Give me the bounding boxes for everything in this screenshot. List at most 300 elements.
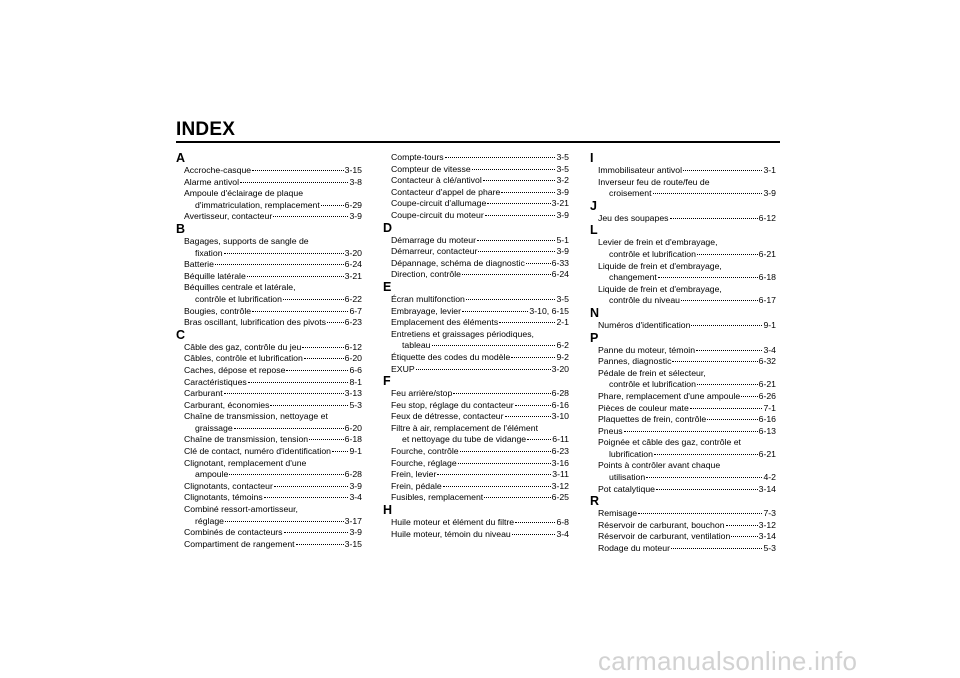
entry-text: Combiné ressort-amortisseur, xyxy=(184,504,298,515)
entry-line xyxy=(590,437,776,449)
entry-line xyxy=(176,365,362,377)
index-entry xyxy=(590,213,776,225)
entry-text: Démarreur, contacteur xyxy=(391,246,478,257)
entry-text: tableau xyxy=(402,340,431,351)
dot-leader xyxy=(225,521,344,522)
entry-text: Huile moteur, témoin du niveau xyxy=(391,528,511,539)
entry-line xyxy=(176,492,362,504)
index-entry xyxy=(590,345,776,357)
dot-leader xyxy=(696,350,762,351)
index-entry xyxy=(176,259,362,271)
dot-leader xyxy=(240,182,348,183)
index-entry xyxy=(176,400,362,412)
entry-line xyxy=(590,165,776,177)
entry-text: contrôle et lubrification xyxy=(195,293,282,304)
page-number: 3-12 xyxy=(551,480,569,491)
entry-line xyxy=(590,379,776,391)
index-entry xyxy=(176,342,362,354)
dot-leader xyxy=(707,419,757,420)
index-entry xyxy=(176,236,362,259)
entry-line xyxy=(383,434,569,446)
entry-line xyxy=(176,388,362,400)
entry-line xyxy=(383,400,569,412)
entry-text: Écran multifonction xyxy=(391,293,465,304)
section-letter: A xyxy=(176,151,186,165)
index-entry xyxy=(383,411,569,423)
section-letter: I xyxy=(590,151,594,165)
entry-text: Avertisseur, contacteur xyxy=(184,211,273,222)
entry-line xyxy=(590,460,776,472)
entry-text: Embrayage, levier xyxy=(391,305,462,316)
dot-leader xyxy=(487,203,550,204)
page-number: 6-28 xyxy=(344,469,362,480)
entry-line xyxy=(176,282,362,294)
entry-line xyxy=(383,411,569,423)
index-entry xyxy=(383,187,569,199)
section-letter: H xyxy=(383,503,393,518)
page-number: 3-4 xyxy=(556,528,569,539)
index-entry xyxy=(383,164,569,176)
index-column-1 xyxy=(176,152,362,550)
dot-leader xyxy=(304,358,344,359)
dot-leader xyxy=(515,405,551,406)
entry-text: Panne du moteur, témoin xyxy=(598,344,696,355)
entry-text: Points à contrôler avant chaque xyxy=(598,460,721,471)
page-number: 6-18 xyxy=(758,272,776,283)
index-entry xyxy=(176,411,362,434)
page-number: 7-1 xyxy=(763,402,776,413)
page-number: 6-13 xyxy=(758,425,776,436)
page-number: 5-3 xyxy=(763,543,776,554)
entry-line xyxy=(383,198,569,210)
index-entry xyxy=(383,317,569,329)
entry-line xyxy=(590,391,776,403)
entry-line xyxy=(590,284,776,296)
entry-line xyxy=(590,414,776,426)
entry-line xyxy=(383,423,569,435)
index-entry xyxy=(383,198,569,210)
page-number: 3-17 xyxy=(344,515,362,526)
section-letter: E xyxy=(383,279,392,294)
page-number: 6-20 xyxy=(344,422,362,433)
entry-text: ampoule xyxy=(195,469,229,480)
entry-text: et nettoyage du tube de vidange xyxy=(402,434,527,445)
dot-leader xyxy=(302,347,343,348)
dot-leader xyxy=(273,216,348,217)
entry-text: Liquide de frein et d'embrayage, xyxy=(598,283,722,294)
entry-text: Direction, contrôle xyxy=(391,269,462,280)
page-number: 6-26 xyxy=(758,390,776,401)
page-number: 6-23 xyxy=(344,317,362,328)
entry-text: Jeu des soupapes xyxy=(598,212,669,223)
entry-text: EXUP xyxy=(391,363,415,374)
index-entry xyxy=(590,177,776,200)
dot-leader xyxy=(458,463,551,464)
entry-text: Dépannage, schéma de diagnostic xyxy=(391,257,525,268)
index-entry xyxy=(383,481,569,493)
dot-leader xyxy=(327,322,344,323)
section-letter: N xyxy=(590,305,600,320)
page-number: 6-8 xyxy=(556,517,569,528)
entry-line xyxy=(176,236,362,248)
entry-line xyxy=(176,527,362,539)
page-number: 6-23 xyxy=(551,446,569,457)
entry-line xyxy=(176,165,362,177)
dot-leader xyxy=(485,215,556,216)
index-entry xyxy=(590,437,776,460)
page-number: 3-9 xyxy=(349,527,362,538)
entry-line xyxy=(176,446,362,458)
dot-leader xyxy=(215,264,344,265)
index-entry xyxy=(590,165,776,177)
page-number: 3-9 xyxy=(556,186,569,197)
index-entry xyxy=(176,188,362,211)
page-number: 3-5 xyxy=(556,293,569,304)
entry-text: contrôle et lubrification xyxy=(609,379,696,390)
entry-text: réglage xyxy=(195,515,224,526)
entry-text: Chaîne de transmission, tension xyxy=(184,434,309,445)
dot-leader xyxy=(443,486,551,487)
page-title: INDEX xyxy=(176,119,236,140)
entry-line xyxy=(176,248,362,260)
entry-text: utilisation xyxy=(609,472,646,483)
page-number: 6-33 xyxy=(551,257,569,268)
page-number: 6-24 xyxy=(551,269,569,280)
entry-text: Compteur de vitesse xyxy=(391,163,471,174)
page-number: 6-11 xyxy=(552,434,569,445)
dot-leader xyxy=(248,382,349,383)
dot-leader xyxy=(658,277,758,278)
page-number: 6-22 xyxy=(344,293,362,304)
page-number: 3-10 xyxy=(551,411,569,422)
entry-line xyxy=(176,458,362,470)
index-entry xyxy=(176,458,362,481)
dot-leader xyxy=(726,525,758,526)
index-entry xyxy=(176,481,362,493)
dot-leader xyxy=(478,251,555,252)
entry-text: Frein, pédale xyxy=(391,480,442,491)
entry-text: Accroche-casque xyxy=(184,165,252,175)
index-entry xyxy=(383,210,569,222)
dot-leader xyxy=(505,416,551,417)
dot-leader xyxy=(332,451,348,452)
entry-line xyxy=(176,469,362,481)
page-number: 6-12 xyxy=(758,212,776,223)
index-entry xyxy=(176,377,362,389)
entry-line xyxy=(590,345,776,357)
entry-line xyxy=(590,213,776,225)
page-number: 3-13 xyxy=(344,388,362,399)
entry-text: contrôle du niveau xyxy=(609,295,680,306)
dot-leader xyxy=(234,428,344,429)
page-number: 3-21 xyxy=(344,270,362,281)
dot-leader xyxy=(432,345,556,346)
entry-line xyxy=(383,294,569,306)
page-number: 6-12 xyxy=(344,341,362,352)
entry-line xyxy=(383,258,569,270)
entry-text: Bagages, supports de sangle de xyxy=(184,235,309,246)
entry-text: Réservoir de carburant, bouchon xyxy=(598,519,725,530)
entry-text: Caractéristiques xyxy=(184,376,247,387)
entry-line xyxy=(590,237,776,249)
entry-text: Contacteur à clé/antivol xyxy=(391,175,482,186)
entry-text: Levier de frein et d'embrayage, xyxy=(598,237,718,248)
dot-leader xyxy=(512,534,556,535)
entry-text: Alarme antivol xyxy=(184,176,240,187)
index-entry xyxy=(383,469,569,481)
section-letter: L xyxy=(590,223,598,238)
page-number: 3-16 xyxy=(551,457,569,468)
index-entry xyxy=(383,423,569,446)
page-number: 3-9 xyxy=(556,246,569,257)
entry-line xyxy=(176,377,362,389)
dot-leader xyxy=(437,474,551,475)
entry-line xyxy=(590,368,776,380)
index-entry xyxy=(176,527,362,539)
entry-text: lubrification xyxy=(609,448,653,459)
entry-text: Carburant xyxy=(184,388,223,399)
index-entry xyxy=(383,388,569,400)
entry-line xyxy=(383,469,569,481)
entry-text: Feu arrière/stop xyxy=(391,388,453,399)
entry-line xyxy=(590,484,776,496)
page-number: 9-1 xyxy=(349,446,362,457)
index-entry xyxy=(383,492,569,504)
page-number: 6-6 xyxy=(349,364,362,375)
page-number: 3-2 xyxy=(556,175,569,186)
index-entry xyxy=(590,403,776,415)
dot-leader xyxy=(224,393,344,394)
entry-line xyxy=(176,481,362,493)
index-entry xyxy=(590,356,776,368)
entry-line xyxy=(176,434,362,446)
entry-line xyxy=(383,329,569,341)
dot-leader xyxy=(697,384,758,385)
dot-leader xyxy=(284,532,349,533)
entry-text: Liquide de frein et d'embrayage, xyxy=(598,260,722,271)
page-number: 3-10, 6-15 xyxy=(529,305,569,316)
entry-text: Numéros d'identification xyxy=(598,319,691,330)
entry-line xyxy=(383,340,569,352)
entry-line xyxy=(383,210,569,222)
entry-line xyxy=(590,403,776,415)
entry-text: Huile moteur et élément du filtre xyxy=(391,517,515,528)
entry-text: Filtre à air, remplacement de l'élément xyxy=(391,422,538,433)
page-number: 6-24 xyxy=(344,259,362,270)
page-number: 2-1 xyxy=(556,317,569,328)
dot-leader xyxy=(229,474,343,475)
entry-line xyxy=(383,529,569,541)
entry-text: Câble des gaz, contrôle du jeu xyxy=(184,341,302,352)
entry-text: Poignée et câble des gaz, contrôle et xyxy=(598,437,741,448)
entry-line xyxy=(383,517,569,529)
index-entry xyxy=(383,352,569,364)
dot-leader xyxy=(653,193,763,194)
dot-leader xyxy=(283,299,344,300)
index-entry xyxy=(590,543,776,555)
dot-leader xyxy=(462,311,528,312)
index-entry xyxy=(383,175,569,187)
entry-text: Immobilisateur antivol xyxy=(598,165,683,175)
index-entry xyxy=(590,531,776,543)
page-number: 3-4 xyxy=(349,492,362,503)
entry-line xyxy=(176,306,362,318)
page-number: 3-1 xyxy=(763,165,776,175)
entry-line xyxy=(176,294,362,306)
entry-text: Plaquettes de frein, contrôle xyxy=(598,414,707,425)
entry-line xyxy=(590,249,776,261)
entry-line xyxy=(383,446,569,458)
page-number: 3-14 xyxy=(758,531,776,542)
page-number: 7-3 xyxy=(763,508,776,519)
dot-leader xyxy=(681,300,758,301)
dot-leader xyxy=(296,544,344,545)
entry-text: Remisage xyxy=(598,508,638,519)
entry-line xyxy=(383,388,569,400)
entry-text: Carburant, économies xyxy=(184,399,270,410)
dot-leader xyxy=(671,548,762,549)
index-entry xyxy=(590,284,776,307)
index-entry xyxy=(383,529,569,541)
entry-line xyxy=(383,492,569,504)
entry-line xyxy=(383,246,569,258)
entry-text: Batterie xyxy=(184,259,214,270)
dot-leader xyxy=(670,218,758,219)
entry-line xyxy=(590,188,776,200)
page-number: 3-5 xyxy=(556,163,569,174)
dot-leader xyxy=(252,170,343,171)
index-entry xyxy=(590,391,776,403)
index-entry xyxy=(383,246,569,258)
index-column-2 xyxy=(383,152,569,540)
entry-line xyxy=(176,259,362,271)
dot-leader xyxy=(309,439,344,440)
index-entry xyxy=(383,364,569,376)
index-entry xyxy=(176,282,362,305)
dot-leader xyxy=(741,396,757,397)
page-number: 3-5 xyxy=(556,152,569,162)
page-number: 3-9 xyxy=(349,211,362,222)
index-entry xyxy=(383,258,569,270)
dot-leader xyxy=(466,299,556,300)
index-entry xyxy=(590,484,776,496)
dot-leader xyxy=(462,274,551,275)
entry-text: Pneus xyxy=(598,425,623,436)
dot-leader xyxy=(472,169,556,170)
index-entry xyxy=(383,294,569,306)
entry-text: Phare, remplacement d'une ampoule xyxy=(598,390,741,401)
index-entry xyxy=(176,317,362,329)
watermark: carmanualsonline.info xyxy=(598,646,858,676)
entry-text: Emplacement des éléments xyxy=(391,317,499,328)
dot-leader xyxy=(252,311,348,312)
entry-line xyxy=(383,364,569,376)
entry-line xyxy=(383,175,569,187)
page-number: 6-18 xyxy=(344,434,362,445)
entry-text: Béquille latérale xyxy=(184,270,246,281)
entry-text: Compte-tours xyxy=(391,152,444,162)
dot-leader xyxy=(624,431,758,432)
index-entry xyxy=(176,492,362,504)
dot-leader xyxy=(654,454,758,455)
entry-text: Clignotants, témoins xyxy=(184,492,263,503)
index-entry xyxy=(176,434,362,446)
page-number: 6-29 xyxy=(344,199,362,210)
entry-line xyxy=(590,543,776,555)
dot-leader xyxy=(270,405,348,406)
entry-text: Béquilles centrale et latérale, xyxy=(184,282,296,293)
dot-leader xyxy=(683,170,762,171)
entry-text: Pédale de frein et sélecteur, xyxy=(598,367,706,378)
entry-text: Entretiens et graissages périodiques, xyxy=(391,328,534,339)
dot-leader xyxy=(416,369,551,370)
index-entry xyxy=(590,368,776,391)
dot-leader xyxy=(511,357,555,358)
entry-line xyxy=(176,177,362,189)
section-letter: R xyxy=(590,494,600,509)
dot-leader xyxy=(484,497,550,498)
entry-text: Compartiment de rangement xyxy=(184,538,295,549)
page-number: 6-20 xyxy=(344,353,362,364)
index-entry xyxy=(590,426,776,438)
entry-line xyxy=(590,272,776,284)
index-entry xyxy=(383,400,569,412)
index-entry xyxy=(176,177,362,189)
index-entry xyxy=(383,269,569,281)
entry-text: Pot catalytique xyxy=(598,483,655,494)
page-number: 5-1 xyxy=(556,234,569,245)
entry-text: Rodage du moteur xyxy=(598,543,670,554)
entry-line xyxy=(590,531,776,543)
index-entry xyxy=(590,460,776,483)
dot-leader xyxy=(483,180,556,181)
dot-leader xyxy=(526,263,551,264)
index-entry xyxy=(590,261,776,284)
page-number: 6-16 xyxy=(551,399,569,410)
entry-line xyxy=(176,200,362,212)
dot-leader xyxy=(247,276,344,277)
dot-leader xyxy=(264,497,349,498)
dot-leader xyxy=(286,370,348,371)
index-entry xyxy=(176,211,362,223)
page-number: 6-21 xyxy=(758,248,776,259)
page-number: 9-2 xyxy=(556,351,569,362)
index-entry xyxy=(590,320,776,332)
entry-line xyxy=(383,458,569,470)
dot-leader xyxy=(646,477,762,478)
page-number: 3-15 xyxy=(344,538,362,549)
entry-line xyxy=(590,320,776,332)
entry-line xyxy=(590,449,776,461)
entry-line xyxy=(590,177,776,189)
entry-line xyxy=(383,235,569,247)
entry-text: Frein, levier xyxy=(391,469,437,480)
page-number: 3-8 xyxy=(349,176,362,187)
index-entry xyxy=(590,520,776,532)
index-entry xyxy=(383,152,569,164)
page-number: 6-28 xyxy=(551,388,569,399)
page-number: 3-20 xyxy=(344,247,362,258)
entry-text: fixation xyxy=(195,247,223,258)
page-number: 3-9 xyxy=(763,188,776,199)
entry-text: Feu stop, réglage du contacteur xyxy=(391,399,514,410)
index-entry xyxy=(590,237,776,260)
entry-line xyxy=(383,187,569,199)
page-number: 3-15 xyxy=(344,165,362,175)
entry-text: Pièces de couleur mate xyxy=(598,402,689,413)
section-letter: B xyxy=(176,221,186,236)
index-entry xyxy=(383,329,569,352)
